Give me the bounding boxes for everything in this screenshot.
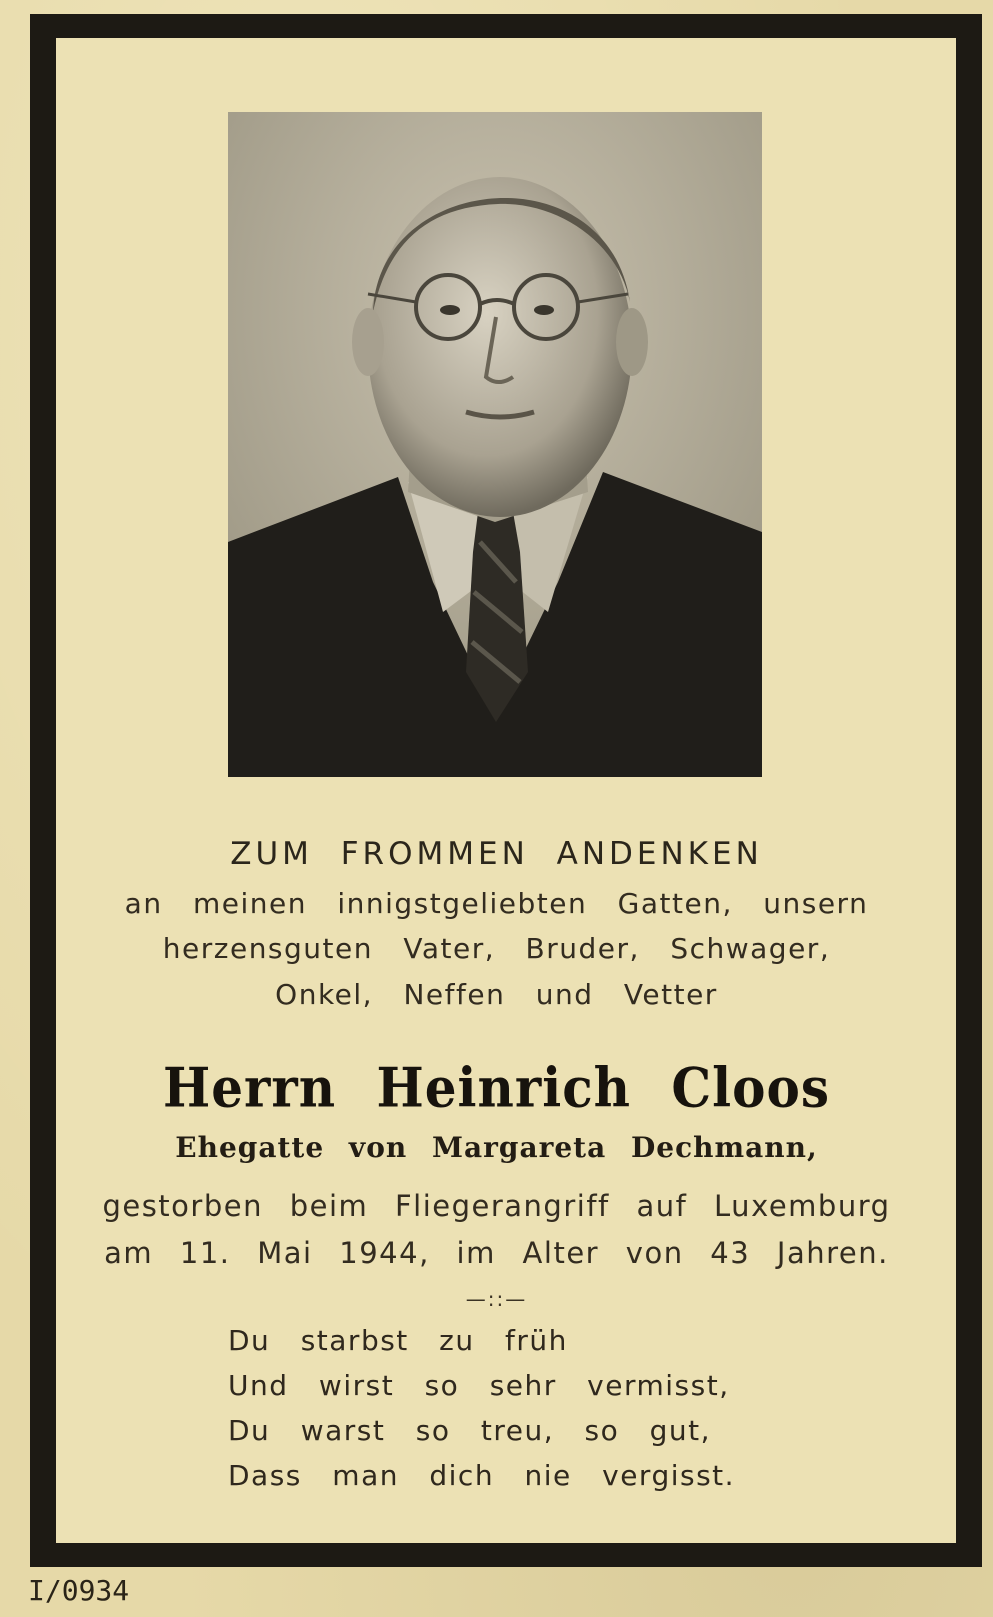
spouse-line: Ehegatte von Margareta Dechmann, [175, 1131, 818, 1164]
deceased-name: Herrn Heinrich Cloos [162, 1055, 831, 1120]
death-details-line: am 11. Mai 1944, im Alter von 43 Jahren. [104, 1236, 889, 1270]
memorial-heading: ZUM FROMMEN ANDENKEN [230, 836, 763, 872]
ornament-divider: —::— [465, 1287, 528, 1311]
poem-line: Du starbst zu früh [228, 1324, 568, 1357]
poem-line: Und wirst so sehr vermisst, [228, 1369, 730, 1402]
poem-line: Dass man dich nie vergisst. [228, 1459, 736, 1492]
dedication-line: herzensguten Vater, Bruder, Schwager, [162, 932, 831, 965]
poem-line: Du warst so treu, so gut, [228, 1414, 712, 1447]
dedication-line: an meinen innigstgeliebten Gatten, unsern [124, 887, 869, 920]
death-details-line: gestorben beim Fliegerangriff auf Luxemburg [102, 1189, 891, 1223]
portrait-photo [228, 112, 762, 777]
archive-number: I/0934 [28, 1574, 130, 1607]
dedication-line: Onkel, Neffen und Vetter [275, 978, 718, 1011]
